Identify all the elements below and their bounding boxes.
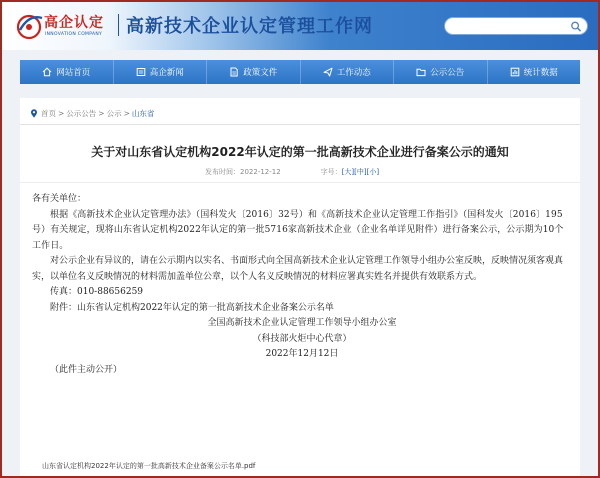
publish-date-label: 发布时间： <box>205 168 240 176</box>
nav-item-announcements[interactable] <box>394 60 488 84</box>
signature-seal-note: （科技部火炬中心代章） <box>252 333 352 344</box>
document-icon <box>229 67 239 77</box>
site-title: 高新技术企业认定管理工作网 <box>126 16 373 37</box>
greeting: 各有关单位： <box>32 194 87 204</box>
nav-item-statistics[interactable] <box>488 60 581 84</box>
home-icon <box>42 67 52 77</box>
breadcrumb-separator: > <box>98 109 105 118</box>
publish-date: 2022-12-12 <box>240 168 281 176</box>
nav-item-label: 公示公告 <box>430 68 465 78</box>
breadcrumb-separator: > <box>123 109 130 118</box>
main-nav <box>20 60 580 84</box>
public-disclosure-note: （此件主动公开） <box>50 364 123 375</box>
nav-item-label: 工作动态 <box>336 68 371 78</box>
breadcrumb-shandong[interactable]: 山东省 <box>131 109 155 118</box>
header-divider <box>118 14 119 36</box>
nav-item-label: 统计数据 <box>523 68 558 78</box>
font-size-medium[interactable]: [中] <box>354 168 367 176</box>
signature-org: 全国高新技术企业认定管理工作领导小组办公室 <box>207 318 397 328</box>
location-pin-icon <box>30 109 38 118</box>
search-input[interactable] <box>453 20 563 32</box>
paragraph-basis: 根据《高新技术企业认定管理办法》（国科发火〔2016〕32号）和《高新技术企业认定管理工作指引》（国科发火〔2016〕195号）有关规定，现将山东省认定机构2022年认定的第一批5716家高新技术企业（企业名单详见附件）进行备案公示，公示期为10个工作日。 <box>32 209 564 251</box>
nav-item-label: 网站首页 <box>56 68 91 78</box>
nav-item-label: 高企新闻 <box>149 68 184 78</box>
nav-item-policy[interactable] <box>207 60 301 84</box>
nav-item-news[interactable] <box>114 60 208 84</box>
nav-item-work-updates[interactable] <box>301 60 395 84</box>
breadcrumb-home[interactable]: 首页 <box>41 109 56 118</box>
font-size-large[interactable]: [大] <box>341 168 355 176</box>
fax-line: 传真：010-88656259 <box>50 287 144 297</box>
attachment-line: 附件：山东省认定机构2022年认定的第一批高新技术企业备案公示名单 <box>50 302 334 313</box>
plane-icon <box>323 67 333 77</box>
breadcrumb-separator: > <box>58 109 65 118</box>
meta-divider <box>20 182 580 183</box>
article-body <box>32 192 572 378</box>
breadcrumb-divider <box>20 124 580 125</box>
article-panel <box>20 98 580 478</box>
font-size-small[interactable]: [小] <box>366 168 380 176</box>
site-logo[interactable] <box>14 8 114 44</box>
font-size-label: 字号： <box>320 168 342 176</box>
logo-name: 高企认定 <box>44 15 104 31</box>
chart-icon <box>510 67 520 77</box>
news-icon <box>136 67 146 77</box>
breadcrumb <box>30 108 154 119</box>
folder-icon <box>416 67 426 77</box>
search-icon[interactable] <box>570 21 582 32</box>
article-title: 关于对山东省认定机构2022年认定的第一批高新技术企业进行备案公示的通知 <box>91 145 509 159</box>
article-meta <box>205 167 379 177</box>
nav-item-home[interactable] <box>20 60 114 84</box>
breadcrumb-announcements[interactable]: 公示公告 <box>66 109 97 118</box>
search-box <box>444 17 588 35</box>
attachment-file-link[interactable]: 山东省认定机构2022年认定的第一批高新技术企业备案公示名单.pdf <box>42 462 256 470</box>
nav-item-label: 政策文件 <box>243 68 278 78</box>
breadcrumb-publicity[interactable]: 公示 <box>106 109 122 118</box>
logo-mark-icon <box>14 10 48 42</box>
site-header <box>2 2 598 50</box>
paragraph-objection: 对公示企业有异议的，请在公示期内以实名、书面形式向全国高新技术企业认定管理工作领导小组办公室反映，反映情况须客观真实，以单位名义反映情况的材料需加盖单位公章，以个人名义反映情况的材料应署真实姓名并提供有效联系方式。 <box>32 256 564 282</box>
logo-subtitle: INNOVATION COMPANY <box>45 32 103 37</box>
signature-date: 2022年12月12日 <box>265 349 339 359</box>
